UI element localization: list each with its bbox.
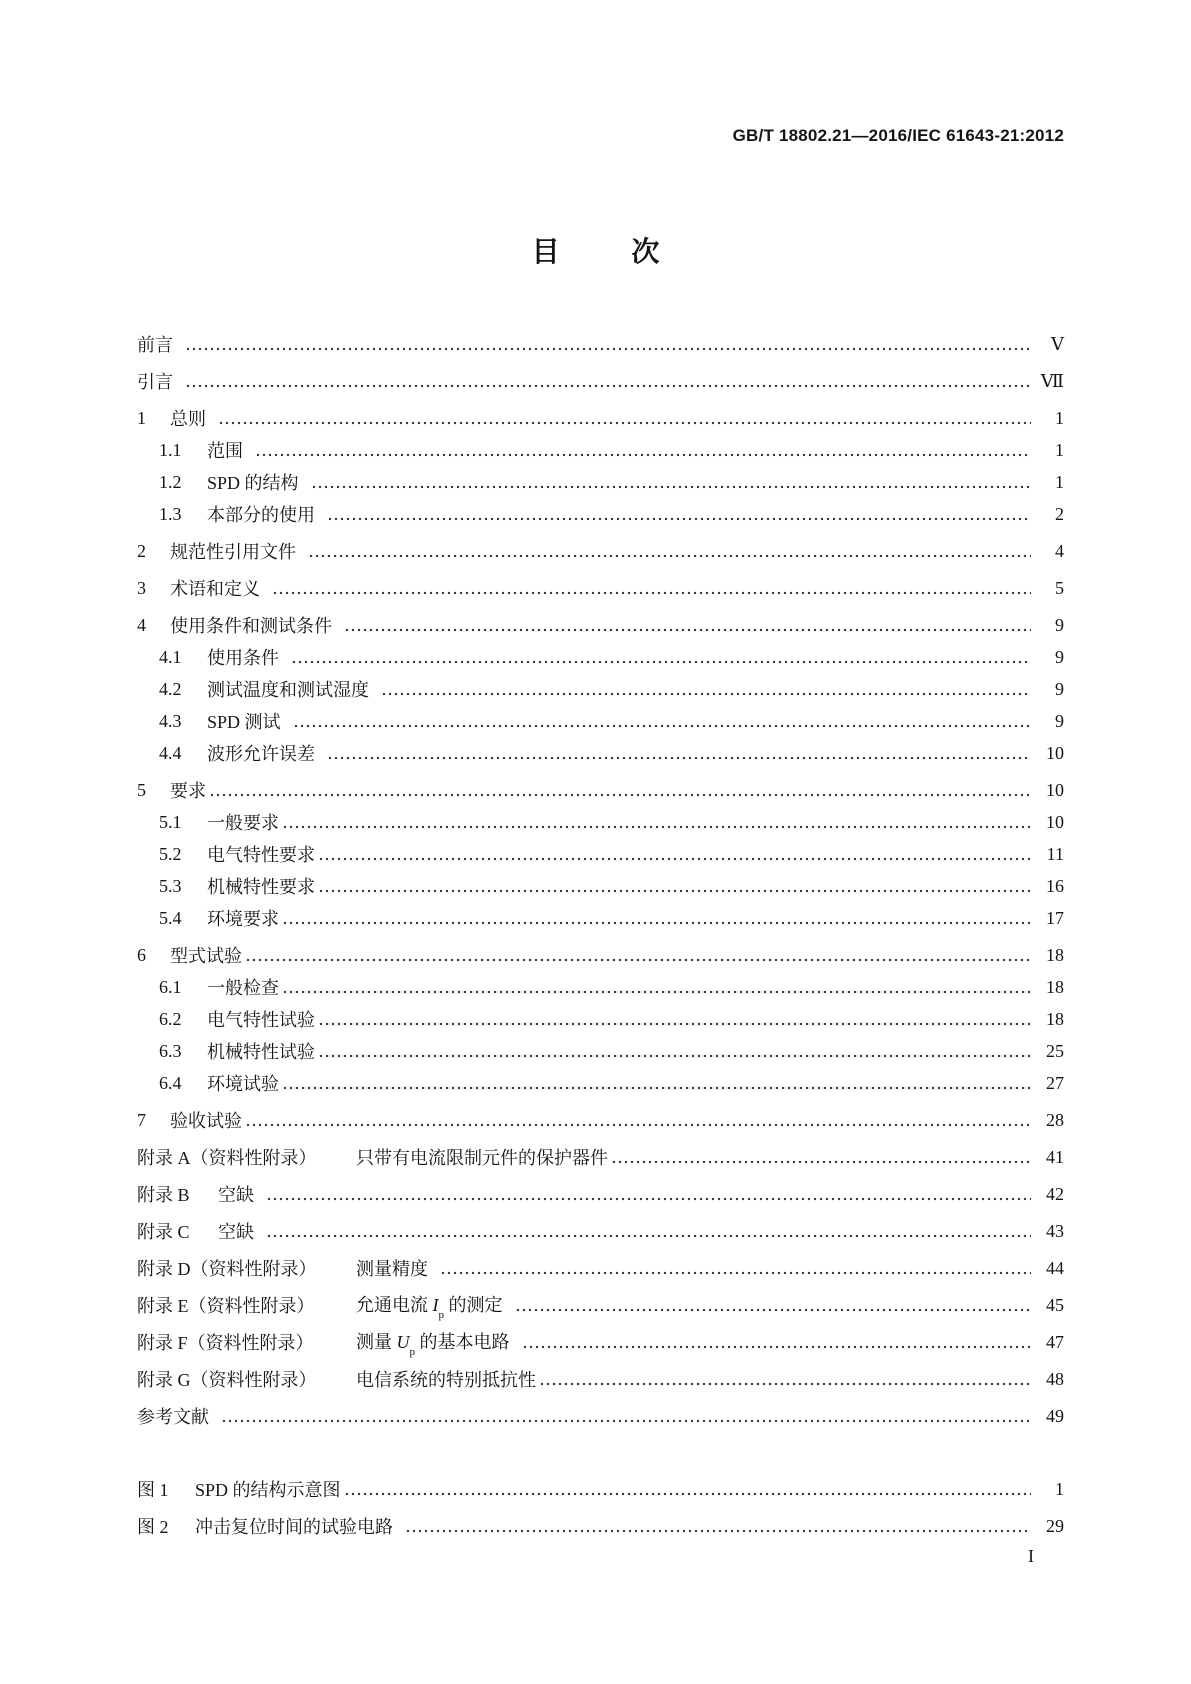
toc-entry-number: 1.3 (159, 503, 182, 524)
annex-label: 附录 G（资料性附录） (137, 1370, 317, 1390)
toc-entry-page: 1 (1055, 407, 1064, 428)
toc-entry-page: 10 (1046, 779, 1064, 800)
toc-entry-page: 18 (1046, 944, 1064, 965)
annex-label: 附录 F（资料性附录） (137, 1333, 314, 1353)
toc-entry-page: Ⅴ (1051, 333, 1064, 354)
toc-entry-title: 一般要求 (207, 813, 279, 833)
toc-entry-page: 11 (1046, 843, 1064, 864)
dot-leader (327, 517, 1031, 521)
toc-entry-page: 48 (1046, 1368, 1064, 1389)
toc-entry-page: Ⅶ (1040, 370, 1064, 391)
annex-label: 附录 E（资料性附录） (137, 1296, 315, 1316)
toc-entry-number: 4 (137, 614, 146, 635)
dot-leader (327, 756, 1031, 760)
toc-entry-title: 使用条件 (207, 648, 279, 668)
toc-subentry (137, 971, 1064, 1003)
toc-entry-number: 4.2 (159, 678, 182, 699)
dot-leader (221, 1419, 1031, 1423)
toc-entry-number: 1.2 (159, 471, 182, 492)
table-of-contents (137, 328, 1064, 1432)
toc-entry-number: 2 (137, 540, 146, 561)
dot-leader (318, 1022, 1031, 1026)
dot-leader (245, 1123, 1031, 1127)
dot-leader (318, 889, 1031, 893)
toc-entry-title (356, 1291, 503, 1319)
toc-entry-title: 电气特性要求 (207, 845, 315, 865)
toc-entry-number: 6.2 (159, 1008, 182, 1029)
toc-entry-number: 6.4 (159, 1072, 182, 1093)
toc-entry-number: 7 (137, 1109, 146, 1130)
toc-entry-title: 型式试验 (170, 946, 242, 966)
toc-entry-title: 环境试验 (207, 1074, 279, 1094)
dot-leader (282, 921, 1031, 925)
toc-entry-title: 空缺 (218, 1222, 254, 1242)
toc-subentry (137, 466, 1064, 498)
toc-entry-page: 4 (1055, 540, 1064, 561)
dot-leader (255, 453, 1031, 457)
toc-entry-page: 28 (1046, 1109, 1064, 1130)
toc-entry-title: 术语和定义 (170, 579, 260, 599)
annex-label: 附录 D（资料性附录） (137, 1259, 317, 1279)
toc-entry-page: 16 (1046, 875, 1064, 896)
toc-entry-title: 总则 (170, 409, 206, 429)
toc-entry-page: 47 (1046, 1331, 1064, 1352)
figure-number: 图 2 (137, 1517, 169, 1537)
dot-leader (282, 990, 1031, 994)
dot-leader (405, 1529, 1031, 1533)
toc-entry-title: 电信系统的特别抵抗性 (356, 1370, 536, 1390)
figure-entry (137, 1473, 1064, 1505)
figure-page: 1 (1055, 1478, 1064, 1499)
toc-entry-title: 参考文献 (137, 1407, 209, 1427)
title-text-before: 允通电流 (356, 1295, 428, 1316)
dot-leader (218, 421, 1031, 425)
toc-entry-title: SPD 测试 (207, 712, 281, 732)
toc-entry-annex (137, 1363, 1064, 1395)
toc-subentry (137, 806, 1064, 838)
toc-entry-title: 机械特性试验 (207, 1042, 315, 1062)
dot-leader (266, 1234, 1031, 1238)
toc-entry (137, 774, 1064, 806)
toc-entry-page: 2 (1055, 503, 1064, 524)
toc-entry-page: 44 (1046, 1257, 1064, 1278)
toc-entry-page: 49 (1046, 1405, 1064, 1426)
toc-entry-page: 42 (1046, 1183, 1064, 1204)
symbol-subscript: p (438, 1308, 444, 1321)
toc-entry-title: 只带有电流限制元件的保护器件 (356, 1148, 608, 1168)
toc-entry-page: 43 (1046, 1220, 1064, 1241)
toc-entry-number: 4.4 (159, 742, 182, 763)
toc-entry (137, 535, 1064, 567)
toc-entry-page: 27 (1046, 1072, 1064, 1093)
toc-entry-number: 1.1 (159, 439, 182, 460)
dot-leader (185, 384, 1031, 388)
dot-leader (185, 347, 1031, 351)
dot-leader (282, 1086, 1031, 1090)
toc-entry-page: 1 (1055, 439, 1064, 460)
dot-leader (381, 692, 1031, 696)
page-title: 目 次 (531, 235, 660, 268)
toc-entry-number: 5.4 (159, 907, 182, 928)
dot-leader (318, 1054, 1031, 1058)
toc-entry-title: 范围 (207, 441, 243, 461)
page-number: I (1028, 1546, 1034, 1566)
dot-leader (311, 485, 1031, 489)
dot-leader (611, 1160, 1031, 1164)
symbol-subscript: p (409, 1345, 415, 1358)
symbol-variable: U (396, 1332, 410, 1353)
toc-entry-number: 1 (137, 407, 146, 428)
toc-entry-page: 5 (1055, 577, 1064, 598)
dot-leader (539, 1382, 1031, 1386)
toc-subentry (137, 838, 1064, 870)
toc-entry-title: 规范性引用文件 (170, 542, 296, 562)
toc-entry-number: 3 (137, 577, 146, 598)
toc-entry-page: 9 (1055, 614, 1064, 635)
toc-entry-annex (137, 1141, 1064, 1173)
toc-entry-page: 10 (1046, 742, 1064, 763)
toc-entry-title: SPD 的结构 (207, 473, 299, 493)
toc-entry-page: 10 (1046, 811, 1064, 832)
figure-title: SPD 的结构示意图 (195, 1480, 341, 1500)
toc-subentry (137, 1035, 1064, 1067)
toc-entry (137, 572, 1064, 604)
dot-leader (515, 1308, 1032, 1312)
toc-subentry (137, 902, 1064, 934)
toc-entry-title: 要求 (170, 781, 206, 801)
toc-entry-page: 18 (1046, 1008, 1064, 1029)
toc-entry-title: 电气特性试验 (207, 1010, 315, 1030)
toc-entry-annex (137, 1215, 1064, 1247)
toc-entry-number: 6.1 (159, 976, 182, 997)
toc-entry-page: 25 (1046, 1040, 1064, 1061)
figure-number: 图 1 (137, 1480, 169, 1500)
toc-entry-page: 9 (1055, 710, 1064, 731)
toc-entry-title: 引言 (137, 372, 173, 392)
toc-entry-page: 41 (1046, 1146, 1064, 1167)
toc-entry-page: 17 (1046, 907, 1064, 928)
toc-entry-page: 45 (1046, 1294, 1064, 1315)
title-text-after: 的测定 (448, 1295, 503, 1316)
toc-entry-title: 验收试验 (170, 1111, 242, 1131)
toc-entry-title: 环境要求 (207, 909, 279, 929)
dot-leader (245, 958, 1031, 962)
toc-entry (137, 1104, 1064, 1136)
toc-entry-title: 本部分的使用 (207, 505, 315, 525)
toc-entry-introduction (137, 365, 1064, 397)
toc-entry (137, 402, 1064, 434)
dot-leader (209, 793, 1031, 797)
toc-subentry (137, 498, 1064, 530)
toc-entry-page: 1 (1055, 471, 1064, 492)
dot-leader (522, 1345, 1032, 1349)
toc-entry-foreword (137, 328, 1064, 360)
toc-entry (137, 939, 1064, 971)
toc-entry-page: 9 (1055, 646, 1064, 667)
toc-entry-annex (137, 1326, 1064, 1358)
toc-entry-page: 9 (1055, 678, 1064, 699)
toc-entry-title: 测试温度和测试湿度 (207, 680, 369, 700)
toc-entry-page: 18 (1046, 976, 1064, 997)
dot-leader (293, 724, 1031, 728)
toc-entry-number: 6.3 (159, 1040, 182, 1061)
toc-entry-title (356, 1328, 510, 1356)
toc-entry-title: 机械特性要求 (207, 877, 315, 897)
toc-subentry (137, 1067, 1064, 1099)
toc-entry-annex (137, 1178, 1064, 1210)
toc-entry-number: 4.3 (159, 710, 182, 731)
toc-entry-number: 4.1 (159, 646, 182, 667)
title-text-before: 测量 (356, 1332, 392, 1353)
title-text-after: 的基本电路 (419, 1332, 510, 1353)
standard-code: GB/T 18802.21—2016/IEC 61643-21:2012 (732, 126, 1064, 145)
toc-entry-title: 测量精度 (356, 1259, 428, 1279)
toc-subentry (137, 870, 1064, 902)
annex-label: 附录 A（资料性附录） (137, 1148, 317, 1168)
toc-entry-number: 5.2 (159, 843, 182, 864)
dot-leader (440, 1271, 1031, 1275)
figure-entry (137, 1510, 1064, 1542)
toc-subentry (137, 1003, 1064, 1035)
dot-leader (291, 660, 1031, 664)
figure-page: 29 (1046, 1515, 1064, 1536)
toc-entry-title: 空缺 (218, 1185, 254, 1205)
toc-entry-title: 使用条件和测试条件 (170, 616, 332, 636)
toc-entry-number: 5.1 (159, 811, 182, 832)
dot-leader (272, 591, 1031, 595)
toc-entry-number: 6 (137, 944, 146, 965)
figure-title: 冲击复位时间的试验电路 (195, 1517, 393, 1537)
annex-label: 附录 C (137, 1222, 190, 1242)
dot-leader (266, 1197, 1031, 1201)
dot-leader (282, 825, 1031, 829)
toc-entry-title: 一般检查 (207, 978, 279, 998)
toc-entry-annex (137, 1252, 1064, 1284)
toc-entry-number: 5.3 (159, 875, 182, 896)
toc-subentry (137, 673, 1064, 705)
list-of-figures (137, 1473, 1064, 1542)
dot-leader (308, 554, 1031, 558)
toc-subentry (137, 737, 1064, 769)
toc-entry-title: 前言 (137, 335, 173, 355)
toc-entry-bibliography (137, 1400, 1064, 1432)
toc-subentry (137, 434, 1064, 466)
toc-subentry (137, 641, 1064, 673)
toc-entry-annex (137, 1289, 1064, 1321)
dot-leader (318, 857, 1031, 861)
annex-label: 附录 B (137, 1185, 190, 1205)
toc-subentry (137, 705, 1064, 737)
symbol-variable: I (432, 1295, 439, 1316)
dot-leader (344, 628, 1031, 632)
toc-entry-number: 5 (137, 779, 146, 800)
toc-entry-title: 波形允许误差 (207, 744, 315, 764)
dot-leader (344, 1492, 1031, 1496)
toc-entry (137, 609, 1064, 641)
